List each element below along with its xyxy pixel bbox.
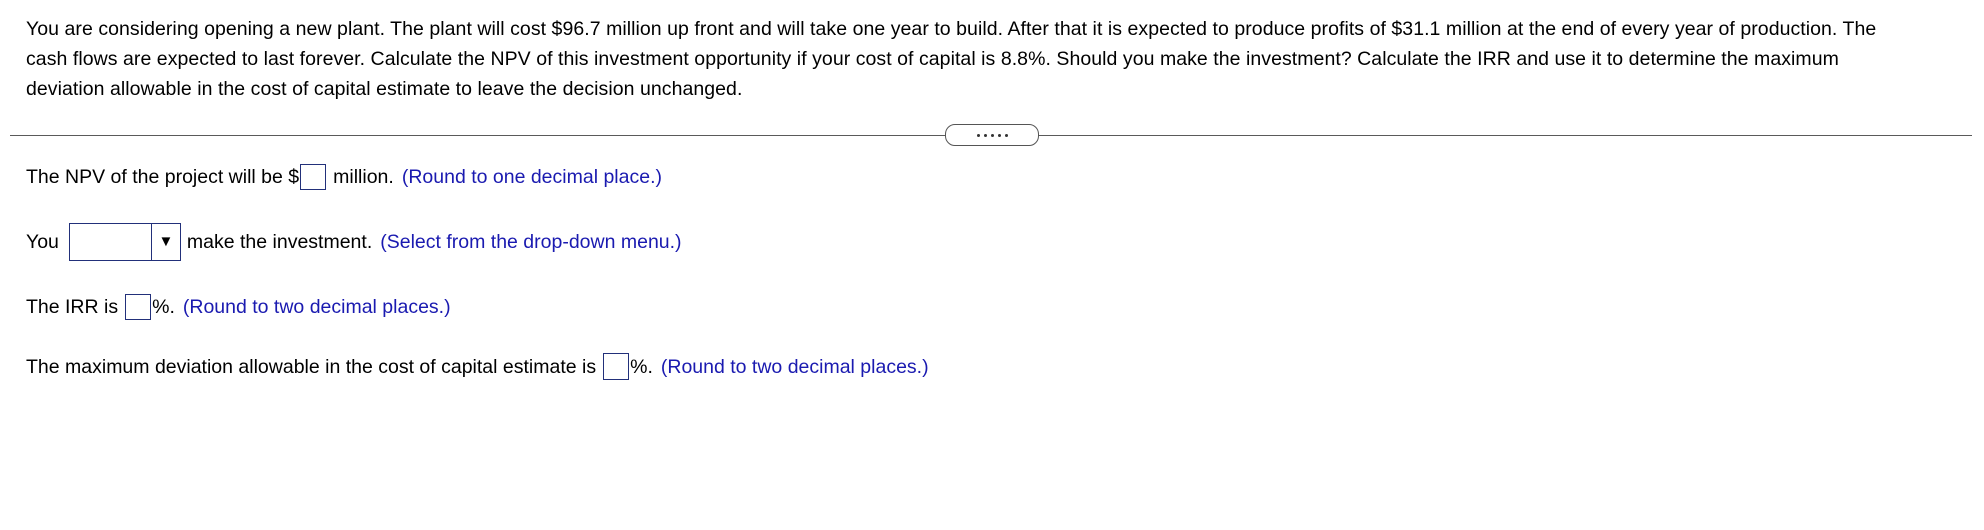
max-deviation-unit-label: %. <box>630 355 653 378</box>
npv-label: The NPV of the project will be $ <box>26 166 300 188</box>
handle-dot-icon <box>998 134 1001 137</box>
investment-decision-hint: (Select from the drop-down menu.) <box>380 231 682 253</box>
chevron-down-icon[interactable]: ▼ <box>151 224 180 260</box>
handle-dot-icon <box>1005 134 1008 137</box>
investment-decision-trail-label: make the investment. <box>186 231 373 253</box>
max-deviation-rounding-hint: (Round to two decimal places.) <box>660 355 929 378</box>
handle-dot-icon <box>991 134 994 137</box>
divider-drag-handle[interactable] <box>945 124 1039 146</box>
max-deviation-input[interactable] <box>603 353 629 380</box>
npv-unit-label: million. <box>333 166 394 188</box>
answer-row-max-deviation <box>26 353 1958 380</box>
npv-rounding-hint: (Round to one decimal place.) <box>401 166 662 188</box>
answer-row-npv <box>26 164 1958 190</box>
irr-unit-label: %. <box>152 296 175 318</box>
answer-row-investment-decision <box>26 223 1958 261</box>
investment-decision-dropdown[interactable] <box>69 223 181 261</box>
pane-divider <box>0 124 1984 146</box>
handle-dot-icon <box>984 134 987 137</box>
npv-input[interactable] <box>300 164 326 190</box>
investment-decision-selected-value <box>70 224 151 260</box>
irr-rounding-hint: (Round to two decimal places.) <box>182 296 451 318</box>
answer-area <box>0 146 1984 380</box>
answer-row-irr <box>26 294 1958 320</box>
question-block <box>0 0 1930 104</box>
max-deviation-label: The maximum deviation allowable in the cost of capital estimate is <box>26 355 597 378</box>
irr-input[interactable] <box>125 294 151 320</box>
handle-dot-icon <box>977 134 980 137</box>
question-text: You are considering opening a new plant. The plant will cost $96.7 million up front and will take one year to build. After that it is expected to produce profits of $31.1 million at the end of every year of production. The cash flows are expected to last forever. Calculate the NPV of this investment opportunity if your cost of capital is 8.8%. Should you make the investment? Calculate the IRR and use it to determine the maximum deviation allowable in the cost of capital estimate to leave the decision unchanged. <box>26 18 1877 100</box>
irr-label: The IRR is <box>26 296 119 318</box>
investment-decision-label: You <box>26 231 59 253</box>
